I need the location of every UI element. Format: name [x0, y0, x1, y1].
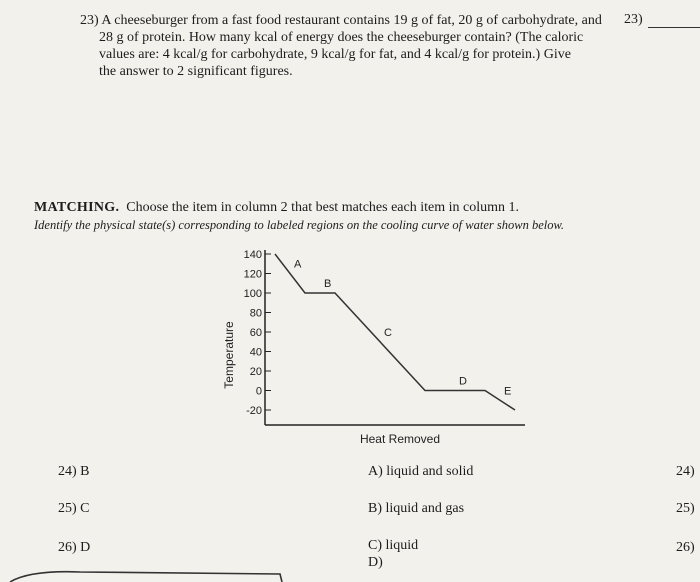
- region-label-e: E: [504, 385, 512, 398]
- matching-subinstruction: Identify the physical state(s) corresponding to labeled regions on the cooling curve of water shown below.: [34, 218, 565, 232]
- matching-heading: MATCHING. Choose the item in column 2 that best matches each item in column 1.: [34, 200, 519, 215]
- question-23-line-3: values are: 4 kcal/g for carbohydrate, 9 kcal/g for fat, and 4 kcal/g for protein.) Give: [99, 47, 571, 62]
- option-d: D): [368, 555, 383, 570]
- match-item-24: 24) B: [58, 464, 90, 479]
- y-tick-label: 80: [249, 307, 262, 320]
- option-c: C) liquid: [368, 538, 419, 553]
- cooling-curve-chart: [215, 240, 545, 455]
- question-23-line-1: 23) A cheeseburger from a fast food restaurant contains 19 g of fat, 20 g of carbohydrate, and: [80, 13, 602, 28]
- y-tick-label: 0: [255, 385, 262, 398]
- region-label-c: C: [384, 326, 392, 339]
- x-axis-label: Heat Removed: [359, 432, 441, 446]
- region-label-d: D: [459, 375, 467, 388]
- question-23: [80, 12, 620, 80]
- option-a: A) liquid and solid: [368, 464, 474, 479]
- y-tick-label: 120: [243, 268, 262, 281]
- region-label-b: B: [324, 278, 332, 290]
- y-tick-label: 20: [249, 366, 262, 378]
- region-label-a: A: [294, 258, 302, 271]
- y-tick-label: 40: [249, 346, 262, 359]
- answer-label-24: 24): [676, 464, 695, 479]
- y-ticks: [244, 249, 271, 417]
- cooling-curve-line: [275, 254, 515, 410]
- y-tick-label: 140: [243, 249, 262, 261]
- question-23-line-2: 28 g of protein. How many kcal of energy does the cheeseburger contain? (The caloric: [99, 30, 584, 45]
- answer-label-23: 23): [624, 12, 643, 27]
- match-item-25: 25) C: [58, 501, 90, 516]
- answer-label-26: 26): [676, 540, 695, 555]
- y-tick-label: 60: [249, 327, 262, 339]
- option-b: B) liquid and gas: [368, 501, 465, 516]
- y-axis-label: Temperature: [222, 321, 236, 389]
- answer-blank-23[interactable]: [648, 27, 700, 28]
- answer-label-25: 25): [676, 501, 695, 516]
- region-labels: [294, 259, 511, 398]
- answer-box-edge: [0, 560, 310, 582]
- question-23-line-4: the answer to 2 significant figures.: [99, 64, 293, 79]
- y-tick-label: 100: [243, 288, 262, 300]
- match-item-26: 26) D: [58, 540, 91, 555]
- y-tick-label: -20: [246, 405, 262, 417]
